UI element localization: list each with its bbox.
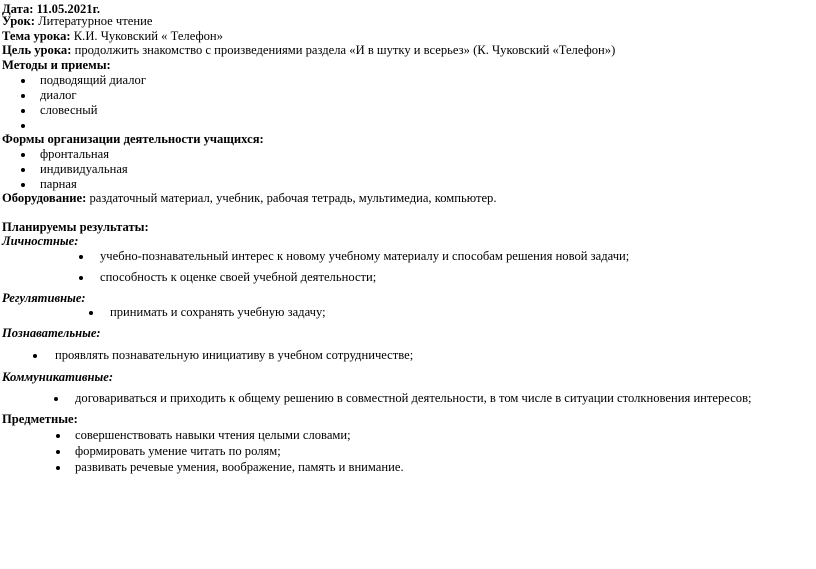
goal-line	[2, 43, 615, 58]
bullet-icon	[21, 168, 25, 172]
subject-item: формировать умение читать по ролям;	[75, 444, 281, 458]
forms-item: индивидуальная	[40, 162, 128, 176]
personal-item: способность к оценке своей учебной деятельности;	[100, 270, 377, 284]
bullet-icon	[56, 466, 60, 470]
results-title: Планируемы результаты:	[2, 220, 149, 234]
bullet-icon	[21, 109, 25, 113]
bullet-icon	[56, 450, 60, 454]
forms-title: Формы организации деятельности учащихся:	[2, 132, 264, 146]
regulatory-item: принимать и сохранять учебную задачу;	[110, 305, 326, 319]
equipment-label: Оборудование:	[2, 191, 87, 205]
methods-title: Методы и приемы:	[2, 58, 111, 72]
date-value: 11.05.2021г.	[36, 2, 101, 16]
goal-value: продолжить знакомство с произведениями раздела «И в шутку и всерьез» (К. Чуковский «Телефон»)	[74, 43, 616, 57]
bullet-icon	[54, 397, 58, 401]
cognitive-title: Познавательные:	[2, 326, 101, 340]
methods-item: диалог	[40, 88, 77, 102]
bullet-icon	[79, 255, 83, 259]
bullet-icon	[56, 434, 60, 438]
topic-label: Тема урока:	[2, 29, 71, 43]
communicative-item: договариваться и приходить к общему решению в совместной деятельности, в том числе в ситуации столкновения интересов;	[75, 391, 752, 405]
regulatory-title: Регулятивные:	[2, 291, 86, 305]
goal-label: Цель урока:	[2, 43, 72, 57]
topic-line	[2, 29, 223, 44]
bullet-icon	[21, 153, 25, 157]
cognitive-item: проявлять познавательную инициативу в учебном сотрудничестве;	[55, 348, 414, 362]
communicative-title: Коммуникативные:	[2, 370, 114, 384]
bullet-icon	[21, 124, 25, 128]
bullet-icon	[21, 79, 25, 83]
date-label: Дата:	[2, 2, 34, 16]
personal-title: Личностные:	[2, 234, 79, 248]
methods-item: подводящий диалог	[40, 73, 146, 87]
subject-item: развивать речевые умения, воображение, память и внимание.	[75, 460, 404, 474]
lesson-value: Литературное чтение	[38, 14, 153, 28]
subject-item: совершенствовать навыки чтения целыми словами;	[75, 428, 351, 442]
lesson-label: Урок:	[2, 14, 35, 28]
topic-value: К.И. Чуковский « Телефон»	[73, 29, 223, 43]
forms-item: фронтальная	[40, 147, 110, 161]
equipment-value: раздаточный материал, учебник, рабочая тетрадь, мультимедиа, компьютер.	[89, 191, 497, 205]
subject-title: Предметные:	[2, 412, 78, 426]
bullet-icon	[89, 311, 93, 315]
equipment-line	[2, 191, 497, 206]
forms-item: парная	[40, 177, 77, 191]
bullet-icon	[33, 354, 37, 358]
bullet-icon	[21, 183, 25, 187]
personal-item: учебно-познавательный интерес к новому учебному материалу и способам решения новой задачи;	[100, 249, 630, 263]
bullet-icon	[21, 94, 25, 98]
lesson-line	[2, 14, 152, 29]
bullet-icon	[79, 276, 83, 280]
methods-item: словесный	[40, 103, 98, 117]
